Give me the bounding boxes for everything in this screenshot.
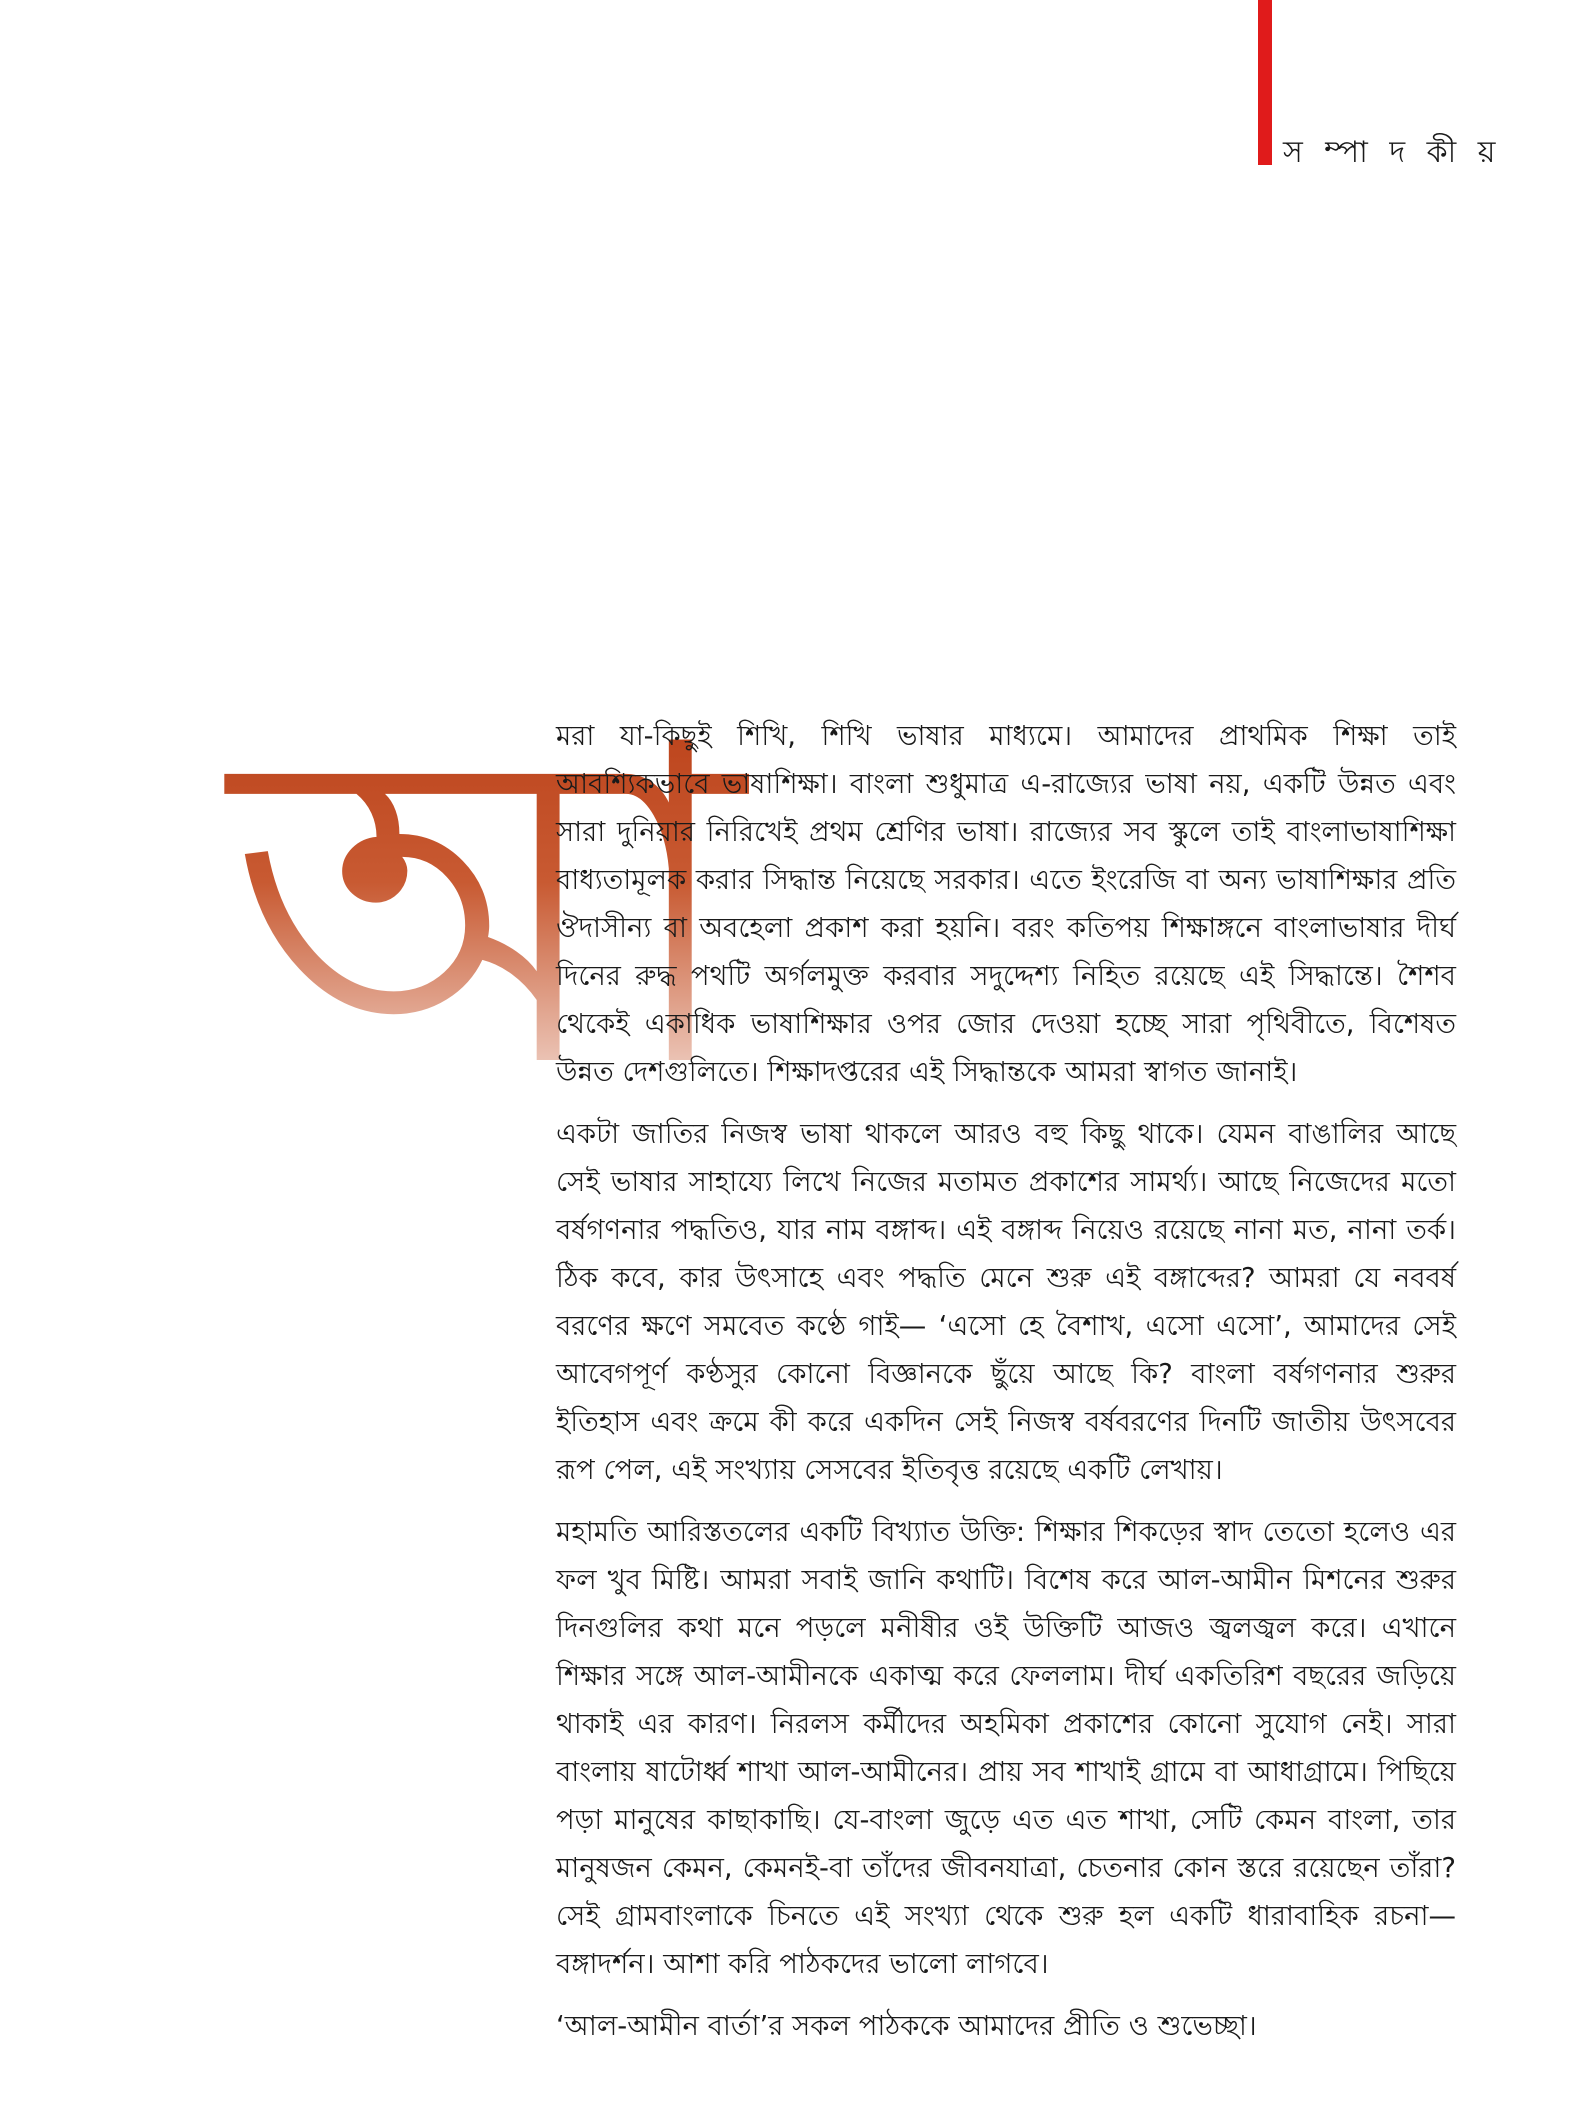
- article-paragraph-2: একটা জাতির নিজস্ব ভাষা থাকলে আরও বহু কিছু থাকে। যেমন বাঙালির আছে সেই ভাষার সাহায্যে লিখে নিজের মতামত প্রকাশের সামর্থ্য। আছে নিজেদের মতো বর্ষগণনার পদ্ধতিও, যার নাম বঙ্গাব্দ। এই বঙ্গাব্দ নিয়েও রয়েছে নানা মত, নানা তর্ক। ঠিক কবে, কার উৎসাহে এবং পদ্ধতি মেনে শুরু এই বঙ্গাব্দের? আমরা যে নববর্ষ বরণের ক্ষণে সমবেত কণ্ঠে গাই— ‘এসো হে বৈশাখ, এসো এসো’, আমাদের সেই আবেগপূর্ণ কণ্ঠসুর কোনো বিজ্ঞানকে ছুঁয়ে আছে কি? বাংলা বর্ষগণনার শুরুর ইতিহাস এবং ক্রমে কী করে একদিন সেই নিজস্ব বর্ষবরণের দিনটি জাতীয় উৎসবের রূপ পেল, এই সংখ্যায় সেসবের ইতিবৃত্ত রয়েছে একটি লেখায়।: [556, 1118, 1456, 1486]
- editorial-article: [556, 712, 1456, 2064]
- dropcap-letter: [230, 640, 744, 1164]
- section-label: স ম্পা দ কী য়: [1283, 135, 1502, 170]
- article-paragraph-1: মরা যা-কিছুই শিখি, শিখি ভাষার মাধ্যমে। আমাদের প্রাথমিক শিক্ষা তাই আবশ্যিকভাবে ভাষাশিক্ষা। বাংলা শুধুমাত্র এ-রাজ্যের ভাষা নয়, একটি উন্নত এবং সারা দুনিয়ার নিরিখেই প্রথম শ্রেণির ভাষা। রাজ্যের সব স্কুলে তাই বাংলাভাষাশিক্ষা বাধ্যতামূলক করার সিদ্ধান্ত নিয়েছে সরকার। এতে ইংরেজি বা অন্য ভাষাশিক্ষার প্রতি ঔদাসীন্য বা অবহেলা প্রকাশ করা হয়নি। বরং কতিপয় শিক্ষাঙ্গনে বাংলাভাষার দীর্ঘ দিনের রুদ্ধ পথটি অর্গলমুক্ত করবার সদুদ্দেশ্য নিহিত রয়েছে এই সিদ্ধান্তে। শৈশব থেকেই একাধিক ভাষাশিক্ষার ওপর জোর দেওয়া হচ্ছে সারা পৃথিবীতে, বিশেষত উন্নত দেশগুলিতে। শিক্ষাদপ্তরের এই সিদ্ধান্তকে আমরা স্বাগত জানাই।: [556, 720, 1456, 1088]
- section-accent-bar: [1258, 0, 1272, 165]
- article-paragraph-3: মহামতি আরিস্ততলের একটি বিখ্যাত উক্তি: শিক্ষার শিকড়ের স্বাদ তেতো হলেও এর ফল খুব মিষ্টি। আমরা সবাই জানি কথাটি। বিশেষ করে আল-আমীন মিশনের শুরুর দিনগুলির কথা মনে পড়লে মনীষীর ওই উক্তিটি আজও জ্বলজ্বল করে। এখানে শিক্ষার সঙ্গে আল-আমীনকে একাত্ম করে ফেললাম। দীর্ঘ একতিরিশ বছরের জড়িয়ে থাকাই এর কারণ। নিরলস কর্মীদের অহমিকা প্রকাশের কোনো সুযোগ নেই। সারা বাংলায় ষাটোর্ধ্ব শাখা আল-আমীনের। প্রায় সব শাখাই গ্রামে বা আধাগ্রামে। পিছিয়ে পড়া মানুষের কাছাকাছি। যে-বাংলা জুড়ে এত এত শাখা, সেটি কেমন বাংলা, তার মানুষজন কেমন, কেমনই-বা তাঁদের জীবনযাত্রা, চেতনার কোন স্তরে রয়েছেন তাঁরা? সেই গ্রামবাংলাকে চিনতে এই সংখ্যা থেকে শুরু হল একটি ধারাবাহিক রচনা— বঙ্গাদর্শন। আশা করি পাঠকদের ভালো লাগবে।: [556, 1516, 1456, 1980]
- article-paragraph-4: ‘আল-আমীন বার্তা’র সকল পাঠককে আমাদের প্রীতি ও শুভেচ্ছা।: [556, 2010, 1257, 2042]
- dropcap-glyph: আ: [230, 652, 744, 1164]
